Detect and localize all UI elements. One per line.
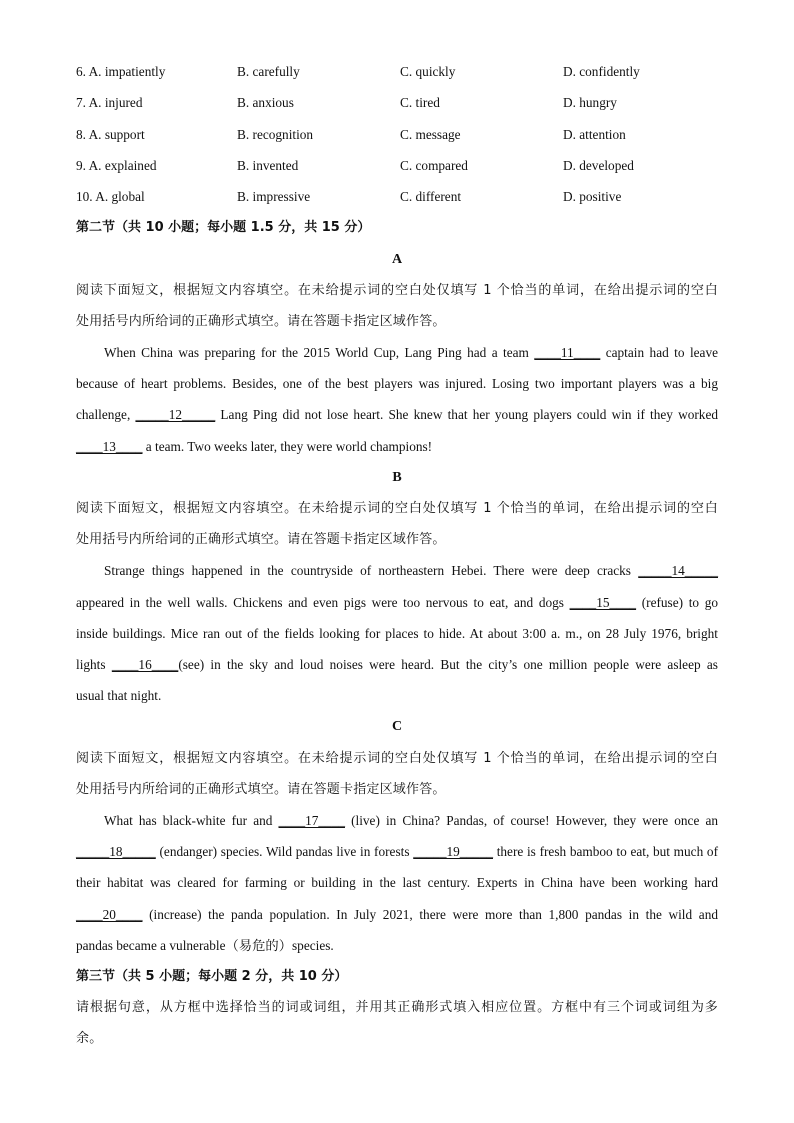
section-2-heading: 第二节（共 10 小题；每小题 1.5 分，共 15 分） [76,220,371,235]
choice-option-b: B. anxious [237,95,294,110]
text-segment: When China was preparing for the 2015 World Cup, Lang Ping had a team [104,345,535,360]
choice-option-c: C. different [400,189,462,204]
text-segment: Lang Ping did not lose heart. She knew that her young players could win if they worked [215,407,719,422]
passage-a-line-1 [104,343,718,363]
blank-11[interactable]: ____11____ [534,345,601,360]
passage-b-label: B [392,470,402,485]
choice-row-9 [76,156,718,176]
passage-a-line-3 [76,405,718,425]
text-segment: captain had to leave [600,345,718,360]
blank-14[interactable]: _____14_____ [638,563,718,578]
blank-19[interactable]: _____19_____ [413,844,493,859]
text-segment: (endanger) species. Wild pandas live in forests [155,844,414,859]
choice-option-c: C. message [400,127,461,142]
choice-option-a: 6. A. impatiently [76,64,166,79]
text-segment: (increase) the panda population. In July 2021, there were more than 1,800 pandas in the wild and [142,907,718,922]
choice-option-b: B. impressive [237,189,311,204]
choice-row-7 [76,93,718,113]
choice-row-6 [76,62,718,82]
choice-option-b: B. invented [237,158,299,173]
passage-c-line-2 [76,842,718,862]
passage-b-line-4 [76,655,718,675]
passage-b-line-2 [76,593,718,613]
choice-option-d: D. attention [563,127,626,142]
section-3-instruction-line-2: 余。 [76,1031,103,1046]
choice-option-d: D. hungry [563,95,617,110]
text-segment: (see) in the sky and loud noises were heard. But the city’s one million people were asleep as [178,657,718,672]
choice-option-a: 10. A. global [76,189,145,204]
instruction-a-line-1: 阅读下面短文，根据短文内容填空。在未给提示词的空白处仅填写 1 个恰当的单词，在给出提示词的空白 [76,283,718,298]
instruction-b-line-2: 处用括号内所给词的正确形式填空。请在答题卡指定区域作答。 [76,532,446,547]
text-segment: challenge, [76,407,136,422]
choice-option-d: D. confidently [563,64,640,79]
choice-option-c: C. tired [400,95,440,110]
choice-option-a: 8. A. support [76,127,145,142]
passage-c-label: C [391,719,403,734]
text-segment: a team. Two weeks later, they were world champions! [142,439,433,454]
passage-b-line-3: inside buildings. Mice ran out of the fields looking for places to hide. At about 3:00 a. m., on 28 July 1976, bright [76,626,718,641]
blank-16[interactable]: ____16____ [111,657,179,672]
blank-12[interactable]: _____12_____ [135,407,216,422]
text-segment: (refuse) to go [636,595,719,610]
text-segment: What has black-white fur and [104,813,279,828]
passage-a-line-4 [76,437,718,457]
blank-13[interactable]: ____13____ [76,439,143,454]
choice-option-a: 7. A. injured [76,95,143,110]
choice-option-d: D. developed [563,158,634,173]
passage-b-line-1 [104,561,718,581]
instruction-b-line-1: 阅读下面短文，根据短文内容填空。在未给提示词的空白处仅填写 1 个恰当的单词，在给出提示词的空白 [76,501,718,516]
blank-15[interactable]: ____15____ [569,595,637,610]
passage-a-line-2: because of heart problems. Besides, one of the best players was injured. Losing two important players was a big [76,376,718,391]
choice-option-c: C. compared [400,158,468,173]
passage-c-line-1 [104,811,718,831]
text-segment: there is fresh bamboo to eat, but much of [493,844,718,859]
choice-option-c: C. quickly [400,64,456,79]
choice-option-b: B. carefully [237,64,300,79]
passage-c-line-3: their habitat was cleared for farming or building in the last century. Experts in China have been working hard [76,875,718,890]
instruction-c-line-1: 阅读下面短文，根据短文内容填空。在未给提示词的空白处仅填写 1 个恰当的单词，在给出提示词的空白 [76,751,718,766]
section-3-heading: 第三节（共 5 小题；每小题 2 分，共 10 分） [76,969,348,984]
instruction-a-line-2: 处用括号内所给词的正确形式填空。请在答题卡指定区域作答。 [76,314,446,329]
choice-option-a: 9. A. explained [76,158,157,173]
blank-17[interactable]: ____17____ [278,813,345,828]
choice-row-8 [76,125,718,145]
text-segment: Strange things happened in the countryside of northeastern Hebei. There were deep cracks [104,563,639,578]
blank-18[interactable]: _____18_____ [76,844,156,859]
instruction-c-line-2: 处用括号内所给词的正确形式填空。请在答题卡指定区域作答。 [76,782,446,797]
text-segment: appeared in the well walls. Chickens and even pigs were too nervous to eat, and dogs [76,595,570,610]
passage-c-line-4 [76,905,718,925]
choice-option-d: D. positive [563,189,622,204]
passage-c-line-5: pandas became a vulnerable（易危的）species. [76,938,334,953]
choice-row-10 [76,187,718,207]
section-3-instruction-line-1: 请根据句意，从方框中选择恰当的词或词组，并用其正确形式填入相应位置。方框中有三个词或词组为多 [76,1000,718,1015]
text-segment: (live) in China? Pandas, of course! However, they were once an [344,813,718,828]
passage-a-label: A [391,252,403,267]
text-segment: lights [76,657,112,672]
passage-b-line-5: usual that night. [76,688,162,703]
choice-option-b: B. recognition [237,127,314,142]
blank-20[interactable]: ____20____ [76,907,143,922]
